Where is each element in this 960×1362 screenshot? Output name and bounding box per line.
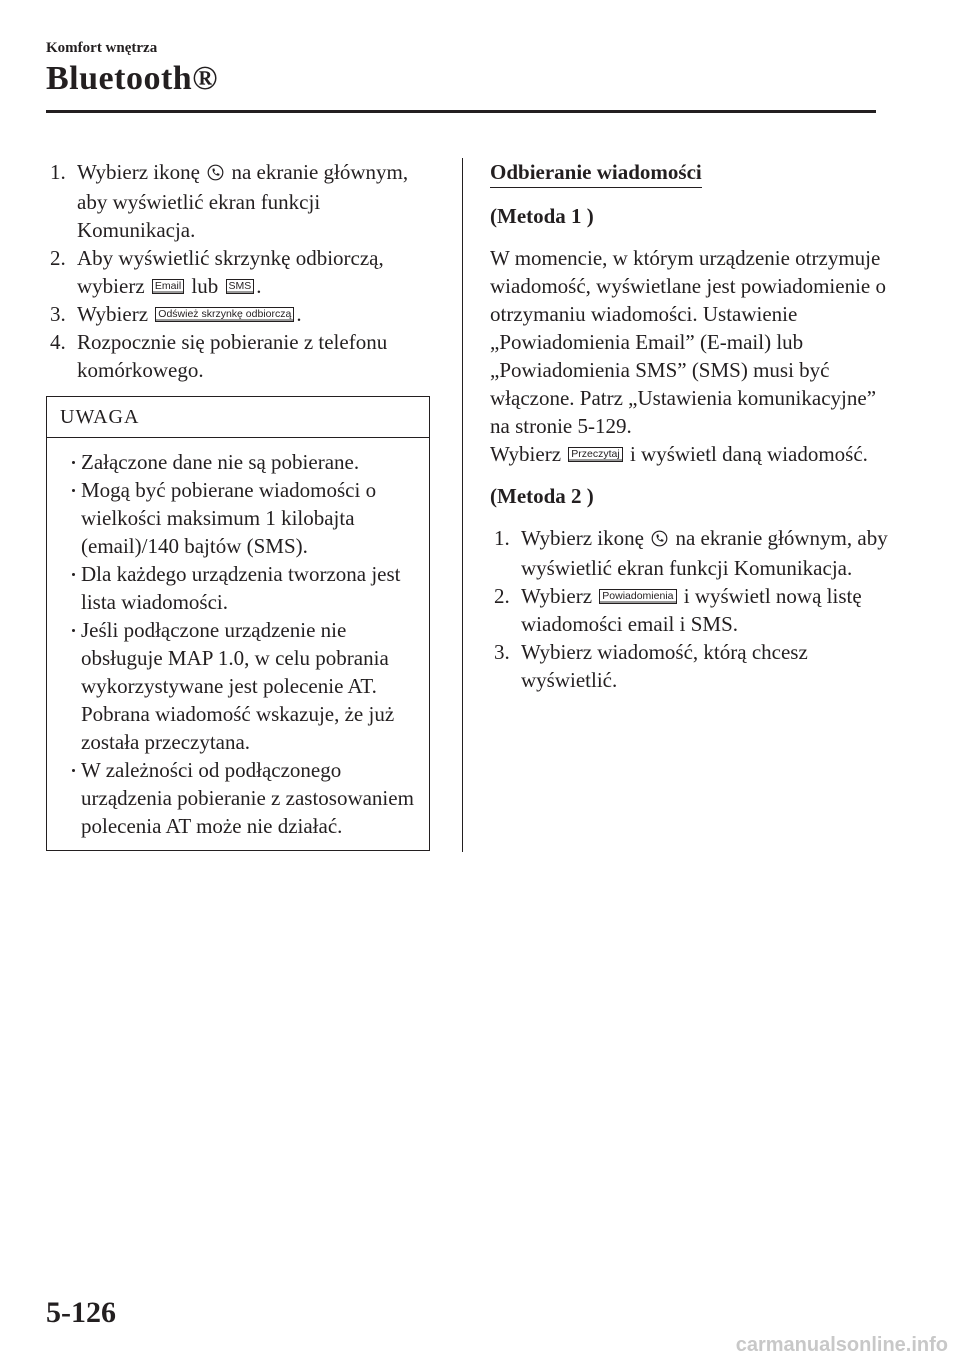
header-divider [46,110,876,113]
step-item [490,638,890,694]
text-segment: Wybierz ikonę [77,160,206,184]
note-item: Mogą być pobierane wiadomości o wielkości maksimum 1 kilobajta (email)/140 bajtów (SMS). [81,476,429,560]
watermark: carmanualsonline.info [735,1334,948,1356]
email-button-icon: Email [152,279,184,294]
phone-icon [651,526,668,554]
text-segment: . [296,302,302,326]
step-number: 3. [494,640,510,664]
text-segment: lub [186,274,224,298]
step-number: 3. [50,302,66,326]
section-label: Komfort wnętrza [46,40,158,56]
note-box [46,396,430,851]
text-segment: Wybierz wiadomość, którą chcesz wyświetlić. [521,640,808,692]
step-item [46,300,434,328]
method1-title: (Metoda 1 ) [490,204,594,228]
note-heading: UWAGA [47,397,429,438]
text-segment: . [256,274,262,298]
left-column [46,158,434,384]
powiadomienia-button-icon: Powiadomienia [599,589,676,604]
step-number: 2. [50,246,66,270]
note-item: W zależności od podłączonego urządzenia pobieranie z zastosowaniem polecenia AT może nie działać. [81,756,429,840]
step-number: 1. [494,526,510,550]
note-item: Jeśli podłączone urządzenie nie obsługuje MAP 1.0, w celu pobrania wykorzystywane jest polecenie AT. Pobrana wiadomość wskazuje, że już została przeczytana. [81,616,429,756]
text-segment: i wyświetl nową listę wiadomości email i SMS. [521,584,862,636]
text-segment: na ekranie głównym, aby wyświetlić ekran funkcji Komunikacja. [521,526,888,580]
step-item [490,582,890,638]
step-number: 4. [50,330,66,354]
step-item [46,328,434,384]
method2-steps-list [490,524,890,694]
download-steps-list [46,158,434,384]
text-segment: Wybierz [490,442,567,466]
text-segment: Rozpocznie się pobieranie z telefonu komórkowego. [77,330,388,382]
step-item [46,244,434,300]
step-item [490,524,890,582]
text-segment: Wybierz [77,302,154,326]
step-number: 2. [494,584,510,608]
page-number: 5-126 [46,1296,116,1329]
phone-icon [207,160,224,188]
text-segment: i wyświetl daną wiadomość. [624,442,868,466]
method1-paragraph: W momencie, w którym urządzenie otrzymuje wiadomość, wyświetlane jest powiadomienie o otrzymaniu wiadomości. Ustawienie „Powiadomienia Email” (E-mail) lub „Powiadomienia SMS” (SMS) musi być włączone. Patrz „Ustawienia komunikacyjne” na stronie 5-129. [490,246,886,438]
method1-instruction [490,440,890,468]
method2-title: (Metoda 2 ) [490,484,594,508]
column-divider [462,158,463,852]
step-number: 1. [50,160,66,184]
przeczytaj-button-icon: Przeczytaj [568,447,622,462]
right-column [490,158,890,694]
text-segment: Aby wyświetlić skrzynkę odbiorczą, wybierz [77,246,384,298]
text-segment: na ekranie głównym, aby wyświetlić ekran funkcji Komunikacja. [77,160,409,242]
note-list [47,448,429,840]
sms-button-icon: SMS [226,279,255,294]
note-item: Załączone dane nie są pobierane. [81,448,429,476]
text-segment: Wybierz [521,584,598,608]
note-item: Dla każdego urządzenia tworzona jest lista wiadomości. [81,560,429,616]
section-heading: Odbieranie wiadomości [490,158,702,188]
step-item [46,158,434,244]
odswiez-skrzynke-odbiorcza-button-icon: Odśwież skrzynkę odbiorczą [155,307,294,322]
page-title: Bluetooth® [46,60,219,97]
text-segment: Wybierz ikonę [521,526,650,550]
